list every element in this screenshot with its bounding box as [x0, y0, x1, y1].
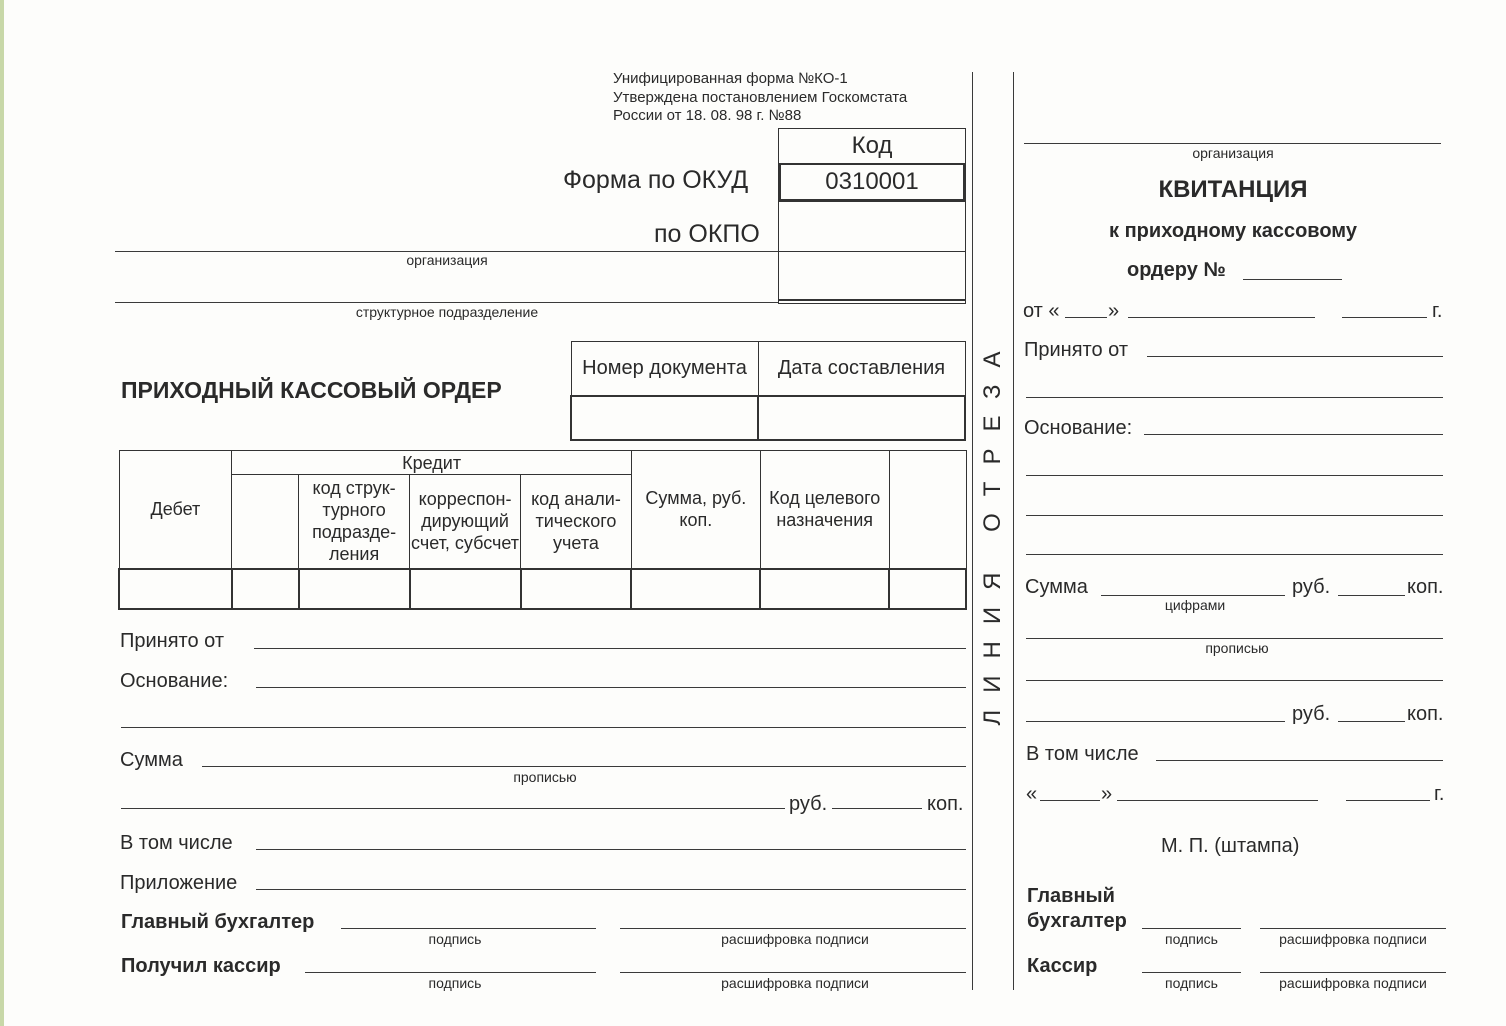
receipt-received-from-field[interactable]	[1147, 356, 1443, 357]
receipt-organization-field[interactable]	[1024, 143, 1441, 144]
code-box	[778, 128, 966, 304]
attachment-label: Приложение	[120, 872, 238, 894]
receipt-basis-field-4[interactable]	[1026, 554, 1443, 555]
corr-account-header: корреспон-дирующий счет, субсчет	[410, 475, 521, 569]
basis-field-2[interactable]	[121, 727, 966, 728]
receipt-cashier-label: Кассир	[1027, 955, 1098, 977]
receipt-basis-field-3[interactable]	[1026, 515, 1443, 516]
doc-number-cell[interactable]	[571, 396, 758, 440]
receipt-date-month-field[interactable]	[1117, 800, 1318, 801]
debit-header: Дебет	[119, 451, 232, 569]
analytic-code-header: код анали-тического учета	[521, 475, 632, 569]
code-header: Код	[851, 132, 893, 159]
doc-date-header: Дата составления	[758, 342, 965, 396]
including-label: В том числе	[120, 832, 233, 854]
cut-border-right	[1013, 72, 1014, 990]
received-from-label: Принято от	[120, 630, 225, 652]
page-edge	[0, 0, 4, 1026]
cashier-received-label: Получил кассир	[121, 955, 281, 977]
receipt-kop-label-2: коп.	[1407, 703, 1444, 725]
rub-label: руб.	[789, 793, 828, 815]
sum-cell[interactable]	[631, 569, 760, 609]
sum-rub-field[interactable]	[121, 808, 785, 809]
receipt-received-from-label: Принято от	[1024, 339, 1129, 361]
including-field[interactable]	[256, 849, 966, 850]
cashier-signature-field[interactable]	[305, 972, 596, 973]
receipt-signature-decode-caption: расшифровка подписи	[1279, 975, 1427, 991]
accounting-table	[118, 450, 967, 610]
code-row-divider	[779, 299, 965, 301]
kop-label: коп.	[927, 793, 964, 815]
cut-border-left	[972, 72, 973, 990]
signature-caption: подпись	[428, 975, 482, 991]
signature-decode-caption: расшифровка подписи	[721, 931, 869, 947]
receipt-year-field[interactable]	[1342, 317, 1427, 318]
dept-code-cell[interactable]	[299, 569, 410, 609]
receipt-chief-line2: бухгалтер	[1027, 910, 1127, 932]
chief-accountant-label: Главный бухгалтер	[121, 911, 315, 933]
approval-date-line: России от 18. 08. 98 г. №88	[613, 107, 802, 124]
approval-line: Утверждена постановлением Госкомстата	[613, 89, 908, 106]
basis-field[interactable]	[256, 687, 966, 688]
doc-number-header: Номер документа	[571, 342, 758, 396]
receipt-rub-label-2: руб.	[1292, 703, 1331, 725]
cashier-decode-field[interactable]	[620, 972, 966, 973]
attachment-field[interactable]	[256, 889, 966, 890]
receipt-basis-field-2[interactable]	[1026, 475, 1443, 476]
analytic-code-cell[interactable]	[521, 569, 632, 609]
doc-number-date-table	[570, 341, 966, 441]
receipt-in-words-caption: прописью	[1205, 640, 1269, 656]
receipt-chief-signature-field[interactable]	[1142, 928, 1241, 929]
receipt-cashier-signature-field[interactable]	[1142, 972, 1241, 973]
receipt-subtitle: к приходному кассовому	[1109, 220, 1357, 242]
document-title: ПРИХОДНЫЙ КАССОВЫЙ ОРДЕР	[121, 377, 502, 403]
okud-label: Форма по ОКУД	[563, 166, 749, 194]
sum-kop-field[interactable]	[832, 808, 922, 809]
cut-line-label: ЛИНИЯ ОТРЕЗА	[979, 334, 1006, 726]
credit-cell[interactable]	[232, 569, 299, 609]
department-caption: структурное подразделение	[355, 304, 539, 320]
form-number-line: Унифицированная форма №КО-1	[613, 70, 848, 87]
receipt-basis-label: Основание:	[1024, 417, 1133, 439]
receipt-signature-decode-caption: расшифровка подписи	[1279, 931, 1427, 947]
receipt-digits-caption: цифрами	[1164, 597, 1226, 613]
sum-label: Сумма	[120, 749, 183, 771]
basis-label: Основание:	[120, 670, 229, 692]
receipt-day-field[interactable]	[1065, 317, 1107, 318]
signature-decode-caption: расшифровка подписи	[721, 975, 869, 991]
debit-cell[interactable]	[119, 569, 232, 609]
receipt-date-year-field[interactable]	[1346, 800, 1430, 801]
receipt-cashier-decode-field[interactable]	[1260, 972, 1446, 973]
credit-header: Кредит	[232, 451, 632, 475]
receipt-sum-words-field-2[interactable]	[1026, 680, 1443, 681]
receipt-order-number-field[interactable]	[1243, 279, 1342, 280]
in-words-caption: прописью	[513, 769, 577, 785]
receipt-chief-line1: Главный	[1027, 885, 1115, 907]
receipt-rub-field-2[interactable]	[1026, 721, 1285, 722]
receipt-including-label: В том числе	[1026, 743, 1139, 765]
okpo-label: по ОКПО	[654, 220, 760, 248]
receipt-signature-caption: подпись	[1165, 931, 1218, 947]
receipt-kop-field[interactable]	[1338, 595, 1405, 596]
receipt-date-quote-open: «	[1026, 783, 1038, 805]
receipt-received-from-field-2[interactable]	[1026, 397, 1443, 398]
received-from-field[interactable]	[254, 648, 966, 649]
receipt-from-label: от «	[1023, 300, 1060, 322]
chief-accountant-decode-field[interactable]	[620, 928, 966, 929]
receipt-kop-label: коп.	[1407, 576, 1444, 598]
sum-words-field[interactable]	[202, 766, 966, 767]
receipt-date-year-label: г.	[1434, 783, 1445, 805]
doc-date-cell[interactable]	[758, 396, 965, 440]
okud-value: 0310001	[779, 163, 965, 201]
receipt-sum-label: Сумма	[1025, 576, 1088, 598]
receipt-kop-field-2[interactable]	[1338, 721, 1405, 722]
receipt-organization-caption: организация	[1192, 145, 1274, 161]
receipt-year-label: г.	[1432, 300, 1443, 322]
dept-code-header: код струк-турного подразде-ления	[299, 475, 410, 569]
credit-blank-header	[232, 475, 299, 569]
signature-caption: подпись	[428, 931, 482, 947]
sum-header: Сумма, руб. коп.	[631, 451, 760, 569]
stamp-label: М. П. (штампа)	[1161, 835, 1300, 857]
receipt-signature-caption: подпись	[1165, 975, 1218, 991]
receipt-sum-words-field[interactable]	[1026, 638, 1443, 639]
code-row-divider	[779, 251, 965, 252]
chief-accountant-signature-field[interactable]	[341, 928, 596, 929]
purpose-code-cell[interactable]	[760, 569, 889, 609]
receipt-including-field[interactable]	[1156, 760, 1443, 761]
receipt-sum-digits-field[interactable]	[1101, 595, 1285, 596]
receipt-date-day-field[interactable]	[1040, 800, 1100, 801]
receipt-order-number-label: ордеру №	[1127, 259, 1226, 281]
receipt-title: КВИТАНЦИЯ	[1158, 176, 1308, 203]
receipt-basis-field[interactable]	[1144, 434, 1443, 435]
blank-cell[interactable]	[889, 569, 966, 609]
corr-account-cell[interactable]	[410, 569, 521, 609]
organization-caption: организация	[406, 252, 488, 268]
receipt-month-field[interactable]	[1128, 317, 1315, 318]
purpose-code-header: Код целевого назначения	[760, 451, 889, 569]
receipt-rub-label: руб.	[1292, 576, 1331, 598]
receipt-chief-decode-field[interactable]	[1260, 928, 1446, 929]
receipt-date-quote-close: »	[1101, 783, 1113, 805]
blank-header	[889, 451, 966, 569]
department-field[interactable]	[115, 302, 778, 303]
code-row-divider	[779, 201, 965, 202]
receipt-from-close: »	[1108, 300, 1120, 322]
